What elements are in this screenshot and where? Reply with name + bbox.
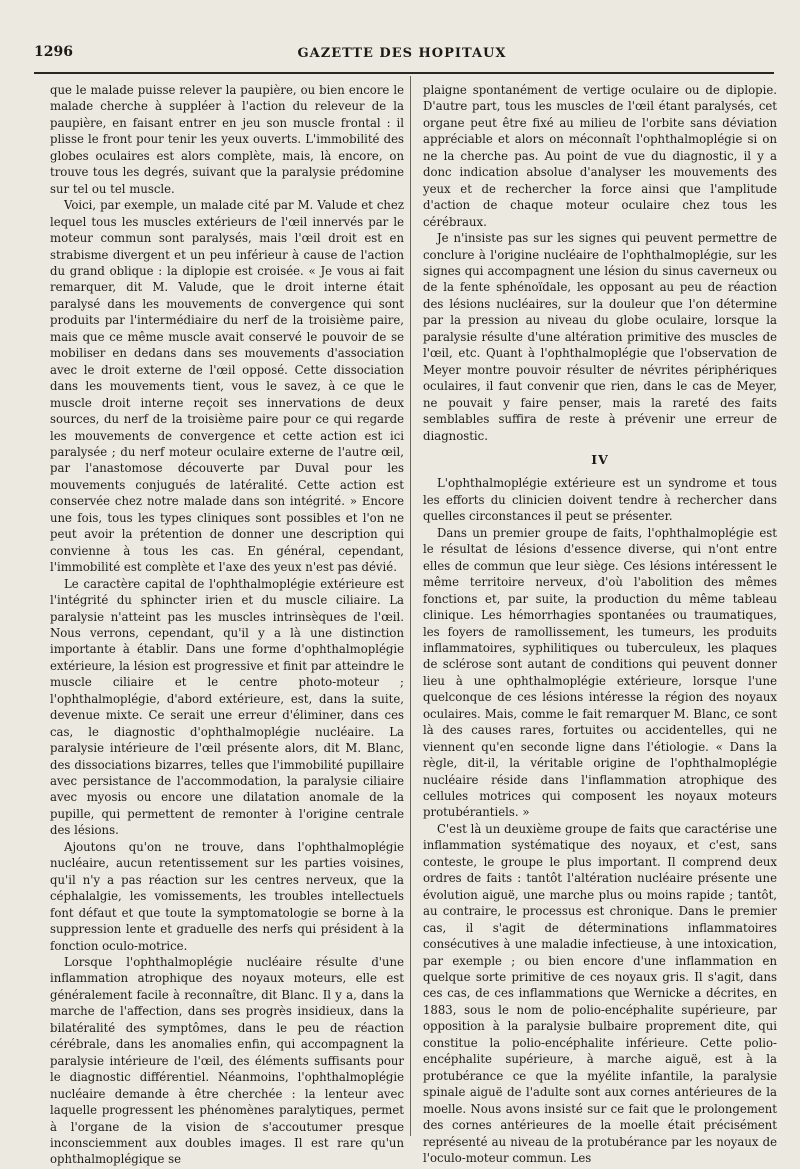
paragraph: que le malade puisse relever la paupière, ou bien encore le malade cherche à suppléer à l'action du releveur de la paupière, en faisant entrer en jeu son muscle frontal : il plisse le front pour tenir les yeux ouverts. L'immobilité des globes oculaires est alors complète, mais, là encore, on trouve tous les degrés, suivant que la paralysie prédomine sur tel ou tel muscle. xyxy=(50,83,404,196)
journal-title: GAZETTE DES HOPITAUX xyxy=(297,46,507,61)
paragraph: Voici, par exemple, un malade cité par M. Valude et chez lequel tous les muscles extérieurs de l'œil innervés par le moteur commun sont paralysés, mais l'œil droit est en strabisme divergent et un peu inférieur à cause de l'action du grand oblique : la diplopie est croisée. « Je vous ai fait remarquer, dit M. Valude, que le droit interne était paralysé dans les mouvements de convergence qui sont produits par l'intermédiaire du nerf de la troisième paire, mais que ce même muscle avait conservé le pouvoir de se mobiliser en dedans dans ses mouvements d'association avec le droit externe de l'œil opposé. Cette dissociation dans les mouvements tient, vous le savez, à ce que le muscle droit interne reçoit ses innervations de deux sources, du nerf de la troisième paire pour ce qui regarde les mouvements de convergence et cette action est ici paralysée ; du nerf moteur oculaire externe de l'autre œil, par l'anastomose découverte par Duval pour les mouvements conjugués de latéralité. Cette action est conservée chez notre malade dans son intégrité. » Encore une fois, tous les types cliniques sont possibles et l'on ne peut avoir la prétention de donner une description qui convienne à tous les cas. En général, cependant, l'immobilité est complète et l'axe des yeux n'est pas dévié. xyxy=(50,198,404,575)
paragraph: L'ophthalmoplégie extérieure est un syndrome et tous les efforts du clinicien doivent tendre à rechercher dans quelles circonstances il peut se présenter. xyxy=(423,476,777,524)
paragraph: C'est là un deuxième groupe de faits que caractérise une inflammation systématique des noyaux, et c'est, sans conteste, le groupe le plus important. Il comprend deux ordres de faits : tantôt l'altération nucléaire présente une évolution aiguë, une marche plus ou moins rapide ; tantôt, au contraire, le processus est chronique. Dans le premier cas, il s'agit de déterminations inflammatoires consécutives à une maladie infectieuse, à une intoxication, par exemple ; ou bien encore d'une inflammation en quelque sorte primitive de ces noyaux gris. Il s'agit, dans ces cas, de ces inflammations que Wernicke a décrites, en 1883, sous le nom de polio-encéphalite supérieure, par opposition à la paralysie bulbaire proprement dite, qui constitue la polio-encéphalite inférieure. Cette polio-encéphalite supérieure, à marche aiguë, est à la protubérance ce que la myélite infantile, la paralysie spinale aiguë de l'adulte sont aux cornes antérieures de la moelle. Nous avons insisté sur ce fait que le prolongement des cornes antérieures de la moelle était précisément représenté au niveau de la protubérance par les noyaux de l'oculo-moteur commun. Les xyxy=(423,821,777,1165)
right-column xyxy=(423,82,777,1166)
paragraph: Dans un premier groupe de faits, l'ophthalmoplégie est le résultat de lésions d'essence diverse, qui n'ont entre elles de commun que leur siège. Ces lésions intéressent le même territoire nerveux, d'où l'abolition des mêmes fonctions et, par suite, la production du même tableau clinique. Les hémorrhagies spontanées ou traumatiques, les foyers de ramollissement, les tumeurs, les produits inflammatoires, syphilitiques ou tuberculeux, les plaques de sclérose sont autant de conditions qui peuvent donner lieu à une ophthalmoplégie extérieure, lorsque l'une quelconque de ces lésions intéresse la région des noyaux oculaires. Mais, comme le fait remarquer M. Blanc, ce sont là des causes rares, fortuites ou accidentelles, qui ne viennent qu'en seconde ligne dans l'étiologie. « Dans la règle, dit-il, la véritable origine de l'ophthalmoplégie nucléaire réside dans l'inflammation atrophique des cellules motrices qui composent les noyaux moteurs protubérantiels. » xyxy=(423,525,777,820)
header-rule xyxy=(34,72,774,74)
left-column xyxy=(50,82,404,1168)
page-header xyxy=(34,40,770,66)
paragraph: Lorsque l'ophthalmoplégie nucléaire résulte d'une inflammation atrophique des noyaux moteurs, elle est généralement facile à reconnaître, dit Blanc. Il y a, dans la marche de l'affection, dans ses progrès insidieux, dans la bilatéralité des symptômes, dans le peu de réaction cérébrale, dans les anomalies enfin, qui accompagnent la paralysie intérieure de l'œil, des éléments suffisants pour le diagnostic différentiel. Néanmoins, l'ophthalmoplégie nucléaire demande à être cherchée : la lenteur avec laquelle progressent les phénomènes paralytiques, permet à l'organe de la vision de s'accoutumer presque inconsciemment aux doubles images. Il est rare qu'un ophthalmoplégique se xyxy=(50,955,404,1167)
paragraph: Ajoutons qu'on ne trouve, dans l'ophthalmoplégie nucléaire, aucun retentissement sur les parties voisines, qu'il n'y a pas réaction sur les centres nerveux, que la céphalalgie, les vomissements, les troubles intellectuels font défaut et que toute la symptomatologie se borne à la suppression lente et graduelle des nerfs qui président à la fonction oculo-motrice. xyxy=(50,839,404,953)
paragraph: plaigne spontanément de vertige oculaire ou de diplopie. D'autre part, tous les muscles de l'œil étant paralysés, cet organe peut être fixé au milieu de l'orbite sans déviation appréciable et alors on méconnaît l'ophthalmoplégie si on ne la cherche pas. Au point de vue du diagnostic, il y a donc indication absolue d'analyser les mouvements des yeux et de rechercher la force ainsi que l'amplitude d'action de chaque moteur oculaire chez tous les cérébraux. xyxy=(423,83,777,229)
paragraph: Je n'insiste pas sur les signes qui peuvent permettre de conclure à l'origine nucléaire de l'ophthalmoplégie, sur les signes qui accompagnent une lésion du sinus caverneux ou de la fente sphénoïdale, les opposant au peu de réaction des lésions nucléaires, sur la douleur que l'on détermine par la pression au niveau du globe oculaire, lorsque la paralysie résulte d'une altération primitive des muscles de l'œil, etc. Quant à l'ophthalmoplégie que l'observation de Meyer montre pouvoir résulter de névrites périphériques oculaires, il faut convenir que rien, dans le cas de Meyer, ne pouvait y faire penser, mais la rareté des faits semblables suffira de reste à prévenir une erreur de diagnostic. xyxy=(423,231,777,443)
paragraph: Le caractère capital de l'ophthalmoplégie extérieure est l'intégrité du sphincter irien et du muscle ciliaire. La paralysie n'atteint pas les muscles intrinsèques de l'œil. Nous verrons, cependant, qu'il y a là une distinction importante à établir. Dans une forme d'ophthalmoplégie extérieure, la lésion est progressive et finit par atteindre le muscle ciliaire et le centre photo-moteur ; l'ophthalmoplégie, d'abord extérieure, est, dans la suite, devenue mixte. Ce serait une erreur d'éliminer, dans ces cas, le diagnostic d'ophthalmoplégie nucléaire. La paralysie intérieure de l'œil présente alors, dit M. Blanc, des dissociations bizarres, telles que l'immobilité pupillaire avec persistance de l'accommodation, la paralysie ciliaire avec myosis ou encore une dilatation anomale de la pupille, qui permettent de remonter à l'origine centrale des lésions. xyxy=(50,576,404,838)
page-number: 1296 xyxy=(34,44,73,60)
column-rule xyxy=(410,76,411,1136)
section-heading: IV xyxy=(591,451,609,467)
